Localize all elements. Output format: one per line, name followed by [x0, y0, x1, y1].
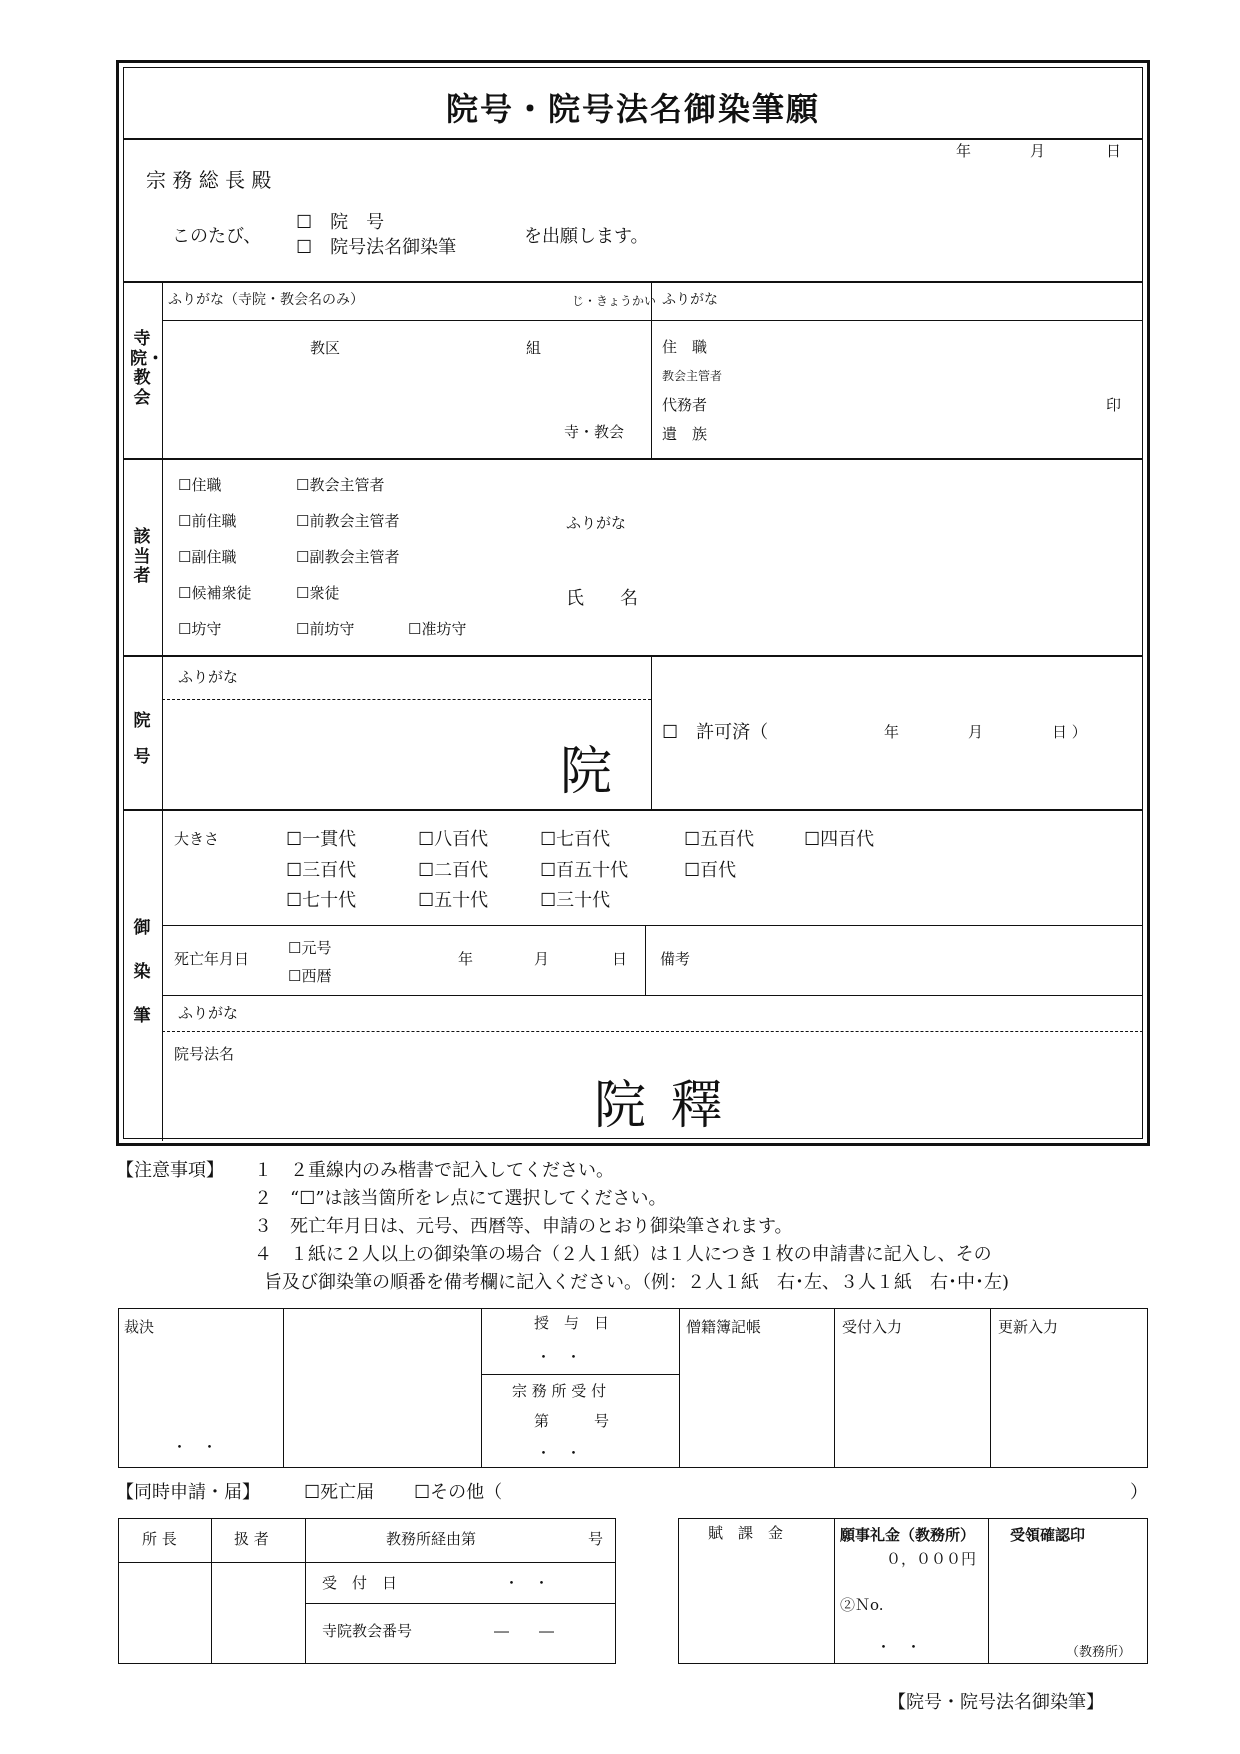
divider: [123, 458, 1143, 460]
permitted-checkbox[interactable]: ☐ 許可済（: [662, 722, 769, 743]
option-bomori[interactable]: ☐坊守: [178, 620, 222, 638]
side-label-applicant: 該当者: [133, 527, 151, 587]
divider: [283, 1308, 284, 1468]
office-table: [118, 1308, 1148, 1468]
uketsuke-nyuryoku-label: 受付入力: [842, 1318, 903, 1336]
kyomusho-keiyu-label: 教務所経由第: [386, 1530, 477, 1548]
rep-furigana-label: ふりがな: [662, 292, 718, 308]
shocho-label: 所 長: [142, 1530, 177, 1548]
jushoku-label: 住 職: [662, 338, 708, 356]
side-label-column-line: [162, 281, 163, 1141]
size-option[interactable]: ☐百五十代: [540, 860, 629, 881]
permitted-day: 日 ）: [1052, 723, 1087, 741]
request-option-senpitsu[interactable]: ☐ 院号法名御染筆: [296, 237, 457, 258]
size-option[interactable]: ☐五百代: [684, 829, 755, 850]
dashed-divider: [162, 1031, 1143, 1032]
ingo-furigana-label: ふりがな: [178, 668, 239, 686]
notes-label: 【注意事項】: [116, 1160, 224, 1181]
uketsuke-dots: ・ ・: [536, 1444, 582, 1462]
hogo-furigana-label: ふりがな: [178, 1004, 239, 1022]
divider: [123, 281, 1143, 283]
atsukaisha-label: 扱 者: [234, 1530, 269, 1548]
permitted-month: 月: [968, 723, 984, 741]
divider: [990, 1308, 991, 1468]
size-option[interactable]: ☐三十代: [540, 890, 611, 911]
note-continuation: 旨及び御染筆の順番を備考欄に記入ください。（例：２人１紙 右･左、３人１紙 右･中･左): [264, 1272, 1010, 1293]
sosekibo-label: 僧籍簿記帳: [686, 1318, 762, 1336]
divider: [988, 1518, 989, 1664]
divider: [162, 925, 1143, 926]
option-fuku-jushoku[interactable]: ☐副住職: [178, 548, 237, 566]
size-option[interactable]: ☐一貫代: [286, 829, 357, 850]
divider: [123, 655, 1143, 657]
divider: [305, 1603, 616, 1604]
jiin-bango-label: 寺院教会番号: [322, 1622, 413, 1640]
divider: [651, 655, 652, 809]
district-label: 教区: [310, 339, 341, 357]
divider: [118, 1562, 616, 1563]
note-item: ３ 死亡年月日は、元号、西暦等、申請のとおり御染筆されます。: [254, 1216, 793, 1237]
juyobi-label: 授 与 日: [534, 1314, 610, 1332]
simultaneous-label: 【同時申請・届】: [116, 1482, 260, 1503]
juryo-kakunin-label: 受領確認印: [1010, 1526, 1086, 1544]
jiin-bango-dashes: ― ―: [494, 1622, 555, 1640]
divider: [162, 995, 1143, 996]
divider: [305, 1518, 306, 1664]
kyokai-shukansha-label: 教会主管者: [662, 369, 723, 383]
size-option[interactable]: ☐五十代: [418, 890, 489, 911]
saiketsu-label: 裁決: [124, 1318, 155, 1336]
ganjireikin-amount: ０，０００円: [886, 1550, 977, 1568]
note-item: ４ １紙に２人以上の御染筆の場合（２人１紙）は１人につき１枚の申請書に記入し、その: [254, 1244, 992, 1265]
note-item: ２ “☐”は該当箇所をレ点にて選択してください。: [254, 1188, 667, 1209]
divider: [162, 320, 1143, 321]
izoku-label: 遺 族: [662, 425, 708, 443]
ingo-big-char: 院: [560, 742, 613, 802]
option-fuku-kyokai-shukansha[interactable]: ☐副教会主管者: [296, 548, 400, 566]
divider: [211, 1518, 212, 1664]
temple-furigana-label: ふりがな（寺院・教会名のみ）: [168, 292, 364, 308]
dashed-divider: [162, 699, 651, 700]
option-jun-bomori[interactable]: ☐准坊守: [408, 620, 467, 638]
daimusha-label: 代務者: [662, 396, 708, 414]
divider: [679, 1308, 680, 1468]
group-label: 組: [526, 339, 542, 357]
date-year: 年: [956, 142, 972, 160]
applicant-name-label: 氏 名: [566, 588, 638, 609]
reikin-dots: ・ ・: [876, 1638, 922, 1656]
temple-furigana-hint: じ・きょうかい: [572, 294, 657, 308]
divider: [123, 809, 1143, 811]
note-item: １ ２重線内のみ楷書で記入してください。: [254, 1160, 614, 1181]
divider: [481, 1308, 482, 1468]
death-year: 年: [458, 950, 474, 968]
hogo-big-chars: 院 釋: [594, 1076, 727, 1136]
size-option[interactable]: ☐七十代: [286, 890, 357, 911]
dai-go-label: 第 号: [534, 1412, 610, 1430]
seal-mark: 印: [1106, 396, 1122, 414]
request-option-ingo[interactable]: ☐ 院 号: [296, 212, 385, 233]
death-date-label: 死亡年月日: [174, 950, 250, 968]
uketsukebi-label: 受 付 日: [322, 1574, 398, 1592]
option-kyokai-shukansha[interactable]: ☐教会主管者: [296, 476, 385, 494]
option-shuto[interactable]: ☐衆徒: [296, 584, 340, 602]
fukakin-label: 賦 課 金: [708, 1524, 784, 1542]
option-jushoku[interactable]: ☐住職: [178, 476, 222, 494]
era-gengo-checkbox[interactable]: ☐元号: [288, 939, 332, 957]
option-kohoshuto[interactable]: ☐候補衆徒: [178, 584, 252, 602]
era-seireki-checkbox[interactable]: ☐西暦: [288, 967, 332, 985]
temple-suffix: 寺・教会: [564, 423, 625, 441]
koshin-nyuryoku-label: 更新入力: [998, 1318, 1059, 1336]
permitted-year: 年: [884, 723, 900, 741]
footer-label: 【院号・院号法名御染筆】: [888, 1692, 1104, 1713]
size-option[interactable]: ☐四百代: [804, 829, 875, 850]
applicant-furigana-label: ふりがな: [566, 514, 627, 532]
shibotodoke-checkbox[interactable]: ☐死亡届: [304, 1482, 375, 1503]
juyobi-dots: ・ ・: [536, 1348, 582, 1366]
addressee: 宗 務 総 長 殿: [146, 168, 272, 192]
kyomusho-note: （教務所）: [1066, 1645, 1132, 1660]
request-suffix: を出願します。: [524, 226, 649, 247]
side-label-temple: 寺院・教会: [130, 329, 164, 408]
size-option[interactable]: ☐三百代: [286, 860, 357, 881]
side-label-ingo: 院号: [133, 711, 151, 767]
divider: [481, 1374, 679, 1375]
ganjireikin-label: 願事礼金（教務所）: [840, 1526, 976, 1544]
sonota-close-paren: ）: [1130, 1482, 1148, 1503]
death-day: 日: [612, 950, 628, 968]
option-zen-kyokai-shukansha[interactable]: ☐前教会主管者: [296, 512, 400, 530]
go-label: 号: [588, 1530, 604, 1548]
divider: [834, 1518, 835, 1664]
date-month: 月: [1030, 142, 1046, 160]
size-option[interactable]: ☐八百代: [418, 829, 489, 850]
remarks-label: 備考: [660, 950, 691, 968]
uketsukebi-dots: ・ ・: [504, 1574, 550, 1592]
size-option[interactable]: ☐百代: [684, 860, 737, 881]
hogo-label: 院号法名: [174, 1045, 235, 1063]
side-label-gosenpitsu: 御染筆: [133, 918, 151, 1027]
size-option[interactable]: ☐二百代: [418, 860, 489, 881]
death-month: 月: [534, 950, 550, 968]
page-title: 院号・院号法名御染筆願: [445, 90, 820, 128]
shumusho-uketsuke-label: 宗 務 所 受 付: [512, 1382, 607, 1400]
option-zen-jushoku[interactable]: ☐前住職: [178, 512, 237, 530]
sonota-checkbox[interactable]: ☐その他（: [414, 1482, 503, 1503]
date-day: 日: [1106, 142, 1122, 160]
option-zen-bomori[interactable]: ☐前坊守: [296, 620, 355, 638]
size-option[interactable]: ☐七百代: [540, 829, 611, 850]
saiketsu-date-dots: ・ ・: [172, 1438, 218, 1456]
divider: [645, 925, 646, 995]
size-label: 大きさ: [174, 830, 220, 848]
divider: [834, 1308, 835, 1468]
reikin-no-label: ②Ｎo.: [840, 1596, 884, 1614]
divider: [123, 138, 1143, 140]
request-prefix: このたび、: [172, 226, 262, 247]
